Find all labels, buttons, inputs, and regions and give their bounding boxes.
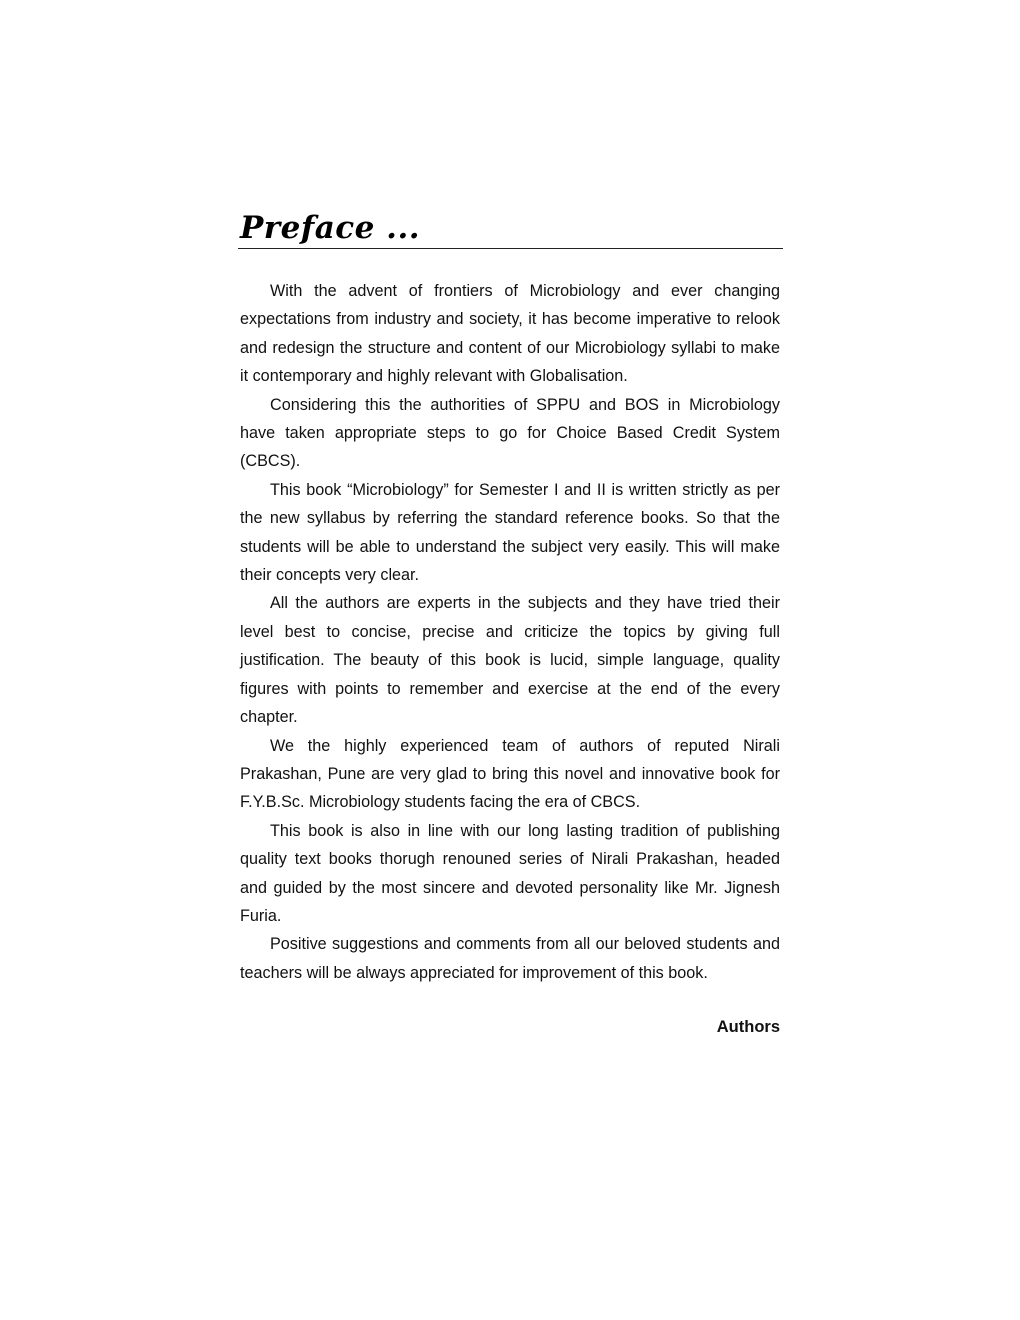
paragraph-3: This book “Microbiology” for Semester I and II is written strictly as per the new syllabus by referring the standard reference books. So that the students will be able to understand the subject very easily. This will make their concepts very clear. [240, 480, 780, 585]
heading-block [238, 208, 783, 249]
page-title: Preface ... [240, 210, 421, 246]
paragraph-5: We the highly experienced team of authors of reputed Nirali Prakashan, Pune are very glad to bring this novel and innovative book for F.Y.B.Sc. Microbiology students facing the era of CBCS. [240, 736, 780, 812]
preface-body [240, 277, 780, 987]
paragraph-2: Considering this the authorities of SPPU and BOS in Microbiology have taken appropriate steps to go for Choice Based Credit System (CBCS). [240, 395, 780, 471]
paragraph-4: All the authors are experts in the subjects and they have tried their level best to concise, precise and criticize the topics by giving full justification. The beauty of this book is lucid, simple language, quality figures with points to remember and exercise at the end of the every chapter. [240, 594, 780, 727]
signature: Authors [716, 1018, 780, 1036]
paragraph-6: This book is also in line with our long lasting tradition of publishing quality text books thorugh renouned series of Nirali Prakashan, headed and guided by the most sincere and devoted personality like Mr. Jignesh Furia. [240, 821, 780, 925]
paragraph-1: With the advent of frontiers of Microbiology and ever changing expectations from industry and society, it has become imperative to relook and redesign the structure and content of our Microbiology syllabi to make it contemporary and highly relevant with Globalisation. [240, 282, 780, 386]
title-underline [238, 248, 783, 249]
paragraph-7: Positive suggestions and comments from all our beloved students and teachers will be always appreciated for improvement of this book. [240, 935, 780, 982]
